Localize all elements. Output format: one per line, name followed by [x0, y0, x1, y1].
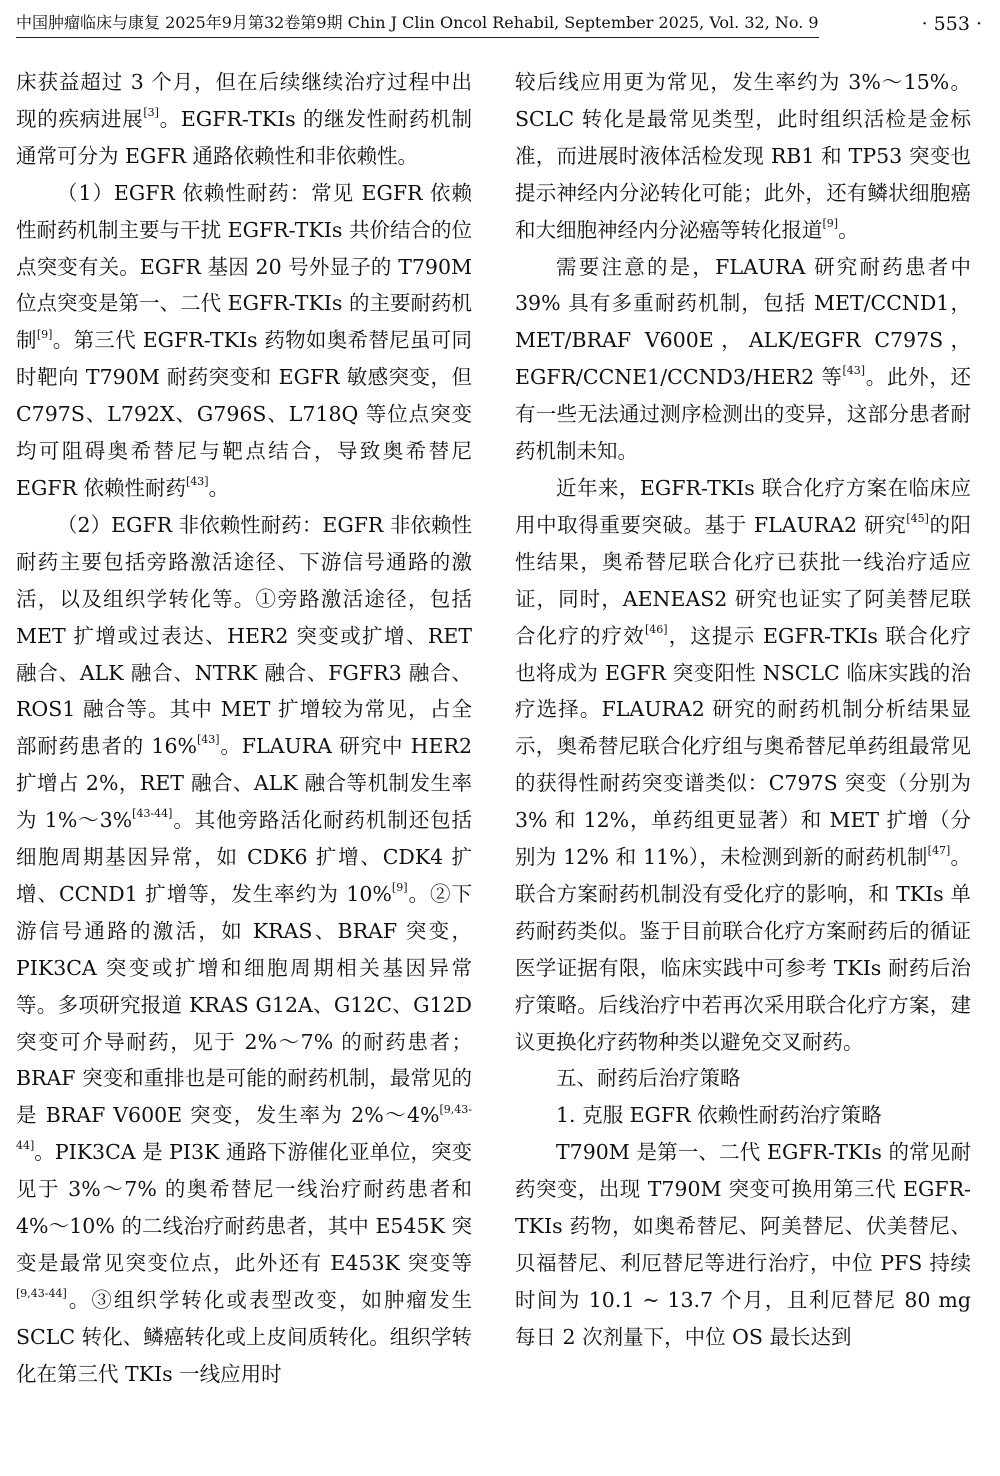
citation-ref[interactable]: [9] — [391, 881, 408, 895]
paragraph-egfr-dependent: （1）EGFR 依赖性耐药：常见 EGFR 依赖性耐药机制主要与干扰 EGFR-TKIs 共价结合的位点突变有关。EGFR 基因 20 号外显子的 T790M 位点突变是第一、二代 EGFR-TKIs 的主要耐药机制[9]。第三代 EGFR-TKIs 药物如奥希替尼虽可同时靶向 T790M 耐药突变和 EGFR 敏感突变，但 C797S、L792X、G796S、L718Q 等位点突变均可阻碍奥希替尼与靶点结合，导致奥希替尼 EGFR 依赖性耐药[43]。 — [16, 180, 473, 500]
paragraph-t790m-strategy: T790M 是第一、二代 EGFR-TKIs 的常见耐药突变，出现 T790M 突变可换用第三代 EGFR-TKIs 药物，如奥希替尼、阿美替尼、伏美替尼、贝福替尼、利厄替尼等进行治疗，中位 PFS 持续时间为 10.1 ~ 13.7 个月，且利厄替尼 80 mg 每日 2 次剂量下，中位 OS 最长达到 — [515, 1140, 971, 1349]
paragraph-egfr-independent: （2）EGFR 非依赖性耐药：EGFR 非依赖性耐药主要包括旁路激活途径、下游信号通路的激活，以及组织学转化等。①旁路激活途径，包括 MET 扩增或过表达、HER2 突变或扩增、RET 融合、ALK 融合、NTRK 融合、FGFR3 融合、ROS1 融合等。其中 MET 扩增较为常见，占全部耐药患者的 16%[43]。FLAURA 研究中 HER2 扩增占 2%，RET 融合、ALK 融合等机制发生率为 1%～3%[43-44]。其他旁路活化耐药机制还包括细胞周期基因异常，如 CDK6 扩增、CDK4 扩增、CCND1 扩增等，发生率约为 10%[9]。②下游信号通路的激活，如 KRAS、BRAF 突变，PIK3CA 突变或扩增和细胞周期相关基因异常等。多项研究报道 KRAS G12A、G12C、G12D 突变可介导耐药，见于 2%～7% 的耐药患者；BRAF 突变和重排也是可能的耐药机制，最常见的是 BRAF V600E 突变，发生率为 2%～4%[9,43-44]。PIK3CA 是 PI3K 通路下游催化亚单位，突变见于 3%～7% 的奥希替尼一线治疗耐药患者和 4%～10% 的二线治疗耐药患者，其中 E545K 突变是最常见突变位点，此外还有 E453K 突变等[9,43-44]。③组织学转化或表型改变，如肿瘤发生 SCLC 转化、鳞癌转化或上皮间质转化。组织学转化在第三代 TKIs 一线应用时 — [16, 512, 473, 1386]
section-heading: 五、耐药后治疗策略 — [556, 1066, 741, 1091]
citation-ref[interactable]: [9] — [36, 327, 53, 341]
citation-ref[interactable]: [43] — [186, 475, 209, 489]
citation-ref[interactable]: [46] — [644, 622, 668, 636]
citation-ref[interactable]: [47] — [927, 844, 951, 858]
citation-ref[interactable]: [9,43-44] — [16, 1287, 67, 1301]
citation-ref[interactable]: [43-44] — [132, 807, 173, 821]
journal-citation: 中国肿瘤临床与康复 2025年9月第32卷第9期 Chin J Clin Oncol Rehabil, September 2025, Vol. 32, No. 9 — [16, 12, 819, 38]
citation-ref[interactable]: [45] — [906, 512, 929, 526]
running-header — [16, 10, 982, 38]
citation-ref[interactable]: [43] — [842, 364, 866, 378]
paragraph-continuation: 床获益超过 3 个月，但在后续继续治疗过程中出现的疾病进展[3]。EGFR-TKIs 的继发性耐药机制通常可分为 EGFR 通路依赖性和非依赖性。 — [16, 70, 472, 168]
citation-ref[interactable]: [3] — [143, 106, 159, 120]
citation-ref[interactable]: [9] — [822, 216, 839, 230]
paragraph-continuation: 较后线应用更为常见，发生率约为 3%～15%。SCLC 转化是最常见类型，此时组织活检是金标准，而进展时液体活检发现 RB1 和 TP53 突变也提示神经内分泌转化可能；此外，还有鳞状细胞癌和大细胞神经内分泌癌等转化报道[9]。 — [515, 70, 971, 242]
paragraph-combination-therapy: 近年来，EGFR-TKIs 联合化疗方案在临床应用中取得重要突破。基于 FLAURA2 研究[45]的阳性结果，奥希替尼联合化疗已获批一线治疗适应证，同时，AENEAS2 研究也证实了阿美替尼联合化疗的疗效[46]，这提示 EGFR-TKIs 联合化疗也将成为 EGFR 突变阳性 NSCLC 临床实践的治疗选择。FLAURA2 研究的耐药机制分析结果显示，奥希替尼联合化疗组与奥希替尼单药组最常见的获得性耐药突变谱类似：C797S 突变（分别为 3% 和 12%，单药组更显著）和 MET 扩增（分别为 12% 和 11%），未检测到新的耐药机制[47]。联合方案耐药机制没有受化疗的影响，和 TKIs 单药耐药类似。鉴于目前联合化疗方案耐药后的循证医学证据有限，临床实践中可参考 TKIs 耐药后治疗策略。后线治疗中若再次采用联合化疗方案，建议更换化疗药物种类以避免交叉耐药。 — [515, 475, 972, 1054]
left-column — [16, 64, 472, 1393]
paragraph-multiple-mechanisms: 需要注意的是，FLAURA 研究耐药患者中 39% 具有多重耐药机制，包括 MET/CCND1，MET/BRAF V600E，ALK/EGFR C797S，EGFR/CCNE1/CCND3/HER2 等[43]。此外，还有一些无法通过测序检测出的变异，这部分患者耐药机制未知。 — [515, 254, 971, 464]
subsection-heading: 1. 克服 EGFR 依赖性耐药治疗策略 — [556, 1103, 882, 1128]
citation-ref[interactable]: [43] — [196, 733, 220, 747]
page-number: · 553 · — [921, 13, 982, 35]
citation-ref[interactable]: [9,43-44] — [16, 1102, 472, 1153]
right-column — [515, 64, 971, 1356]
